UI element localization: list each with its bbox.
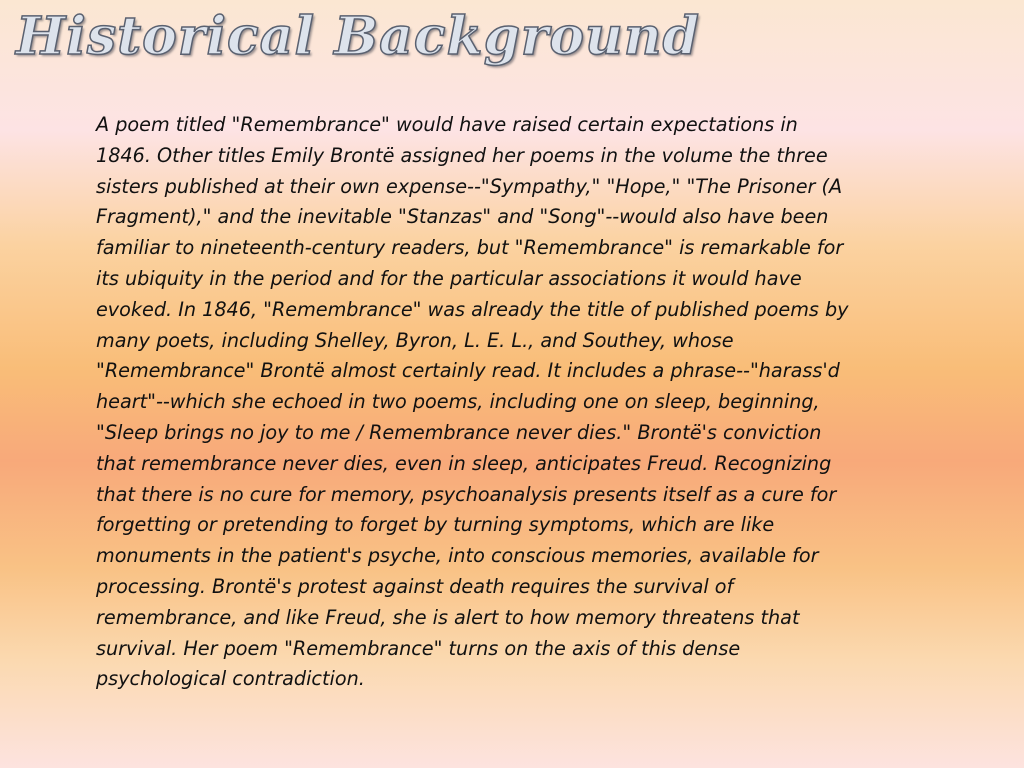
body-paragraph: A poem titled "Remembrance" would have raised certain expectations in 1846. Other titles Emily Brontë assigned her poems in the volume the three sisters published at their own expense--"Sympathy," "Hope," "The Prisoner (A Fragment)," and the inevitable "Stanzas" and "Song"--would also have been familiar to nineteenth-century readers, but "Remembrance" is remarkable for its ubiquity in the period and for the particular associations it would have evoked. In 1846, "Remembrance" was already the title of published poems by many poets, including Shelley, Byron, L. E. L., and Southey, whose "Remembrance" Brontë almost certainly read. It includes a phrase--"harass'd heart"--which she echoed in two poems, including one on sleep, beginning, "Sleep brings no joy to me / Remembrance never dies." Brontë's conviction that remembrance never dies, even in sleep, anticipates Freud. Recognizing that there is no cure for memory, psychoanalysis presents itself as a cure for forgetting or pretending to forget by turning symptoms, which are like monuments in the patient's psyche, into conscious memories, available for processing. Brontë's protest against death requires the survival of remembrance, and like Freud, she is alert to how memory threatens that survival. Her poem "Remembrance" turns on the axis of this dense psychological contradiction. [96, 113, 849, 691]
slide-title: Historical Background [16, 6, 700, 67]
